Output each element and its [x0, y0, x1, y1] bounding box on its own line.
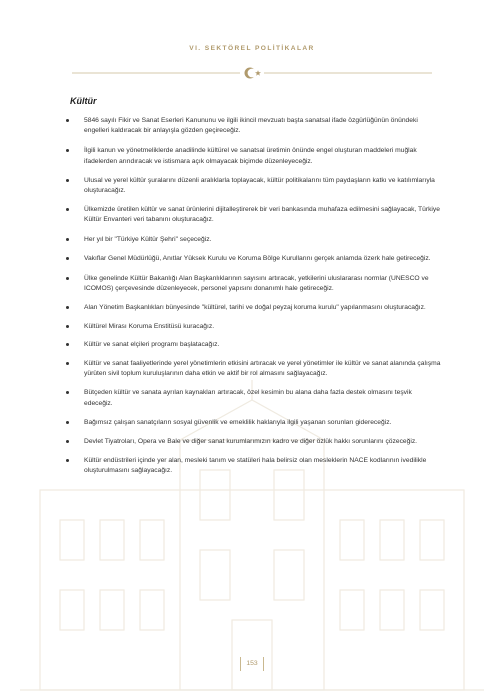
bullet-dot [66, 391, 69, 394]
bullet-dot [66, 459, 69, 462]
page-number: 153 [240, 657, 263, 671]
list-item-text: 5846 sayılı Fikir ve Sanat Eserleri Kanununu ve ilgili ikincil mevzuatı başta sanatsal ifade özgürlüğünün önündeki engelleri kaldıracak bir anlayışla gözden geçireceğiz. [84, 117, 418, 135]
bullet-dot [66, 440, 69, 443]
list-item-text: Kültür endüstrileri içinde yer alan, mesleki tanım ve statüleri hala belirsiz olan mesleklerin NACE kodlarının ivedilikle oluşturulmasını sağlayacağız. [84, 457, 427, 475]
bullet-dot [66, 277, 69, 280]
list-item [62, 303, 442, 313]
list-item-text: Ülkemizde üretilen kültür ve sanat ürünlerini dijitalleştirerek bir veri bankasında muhafaza edilmesini sağlayacak, Türkiye Kültür Envanteri veri tabanını oluşturacağız. [84, 206, 440, 224]
list-item [62, 274, 442, 294]
chapter-header: VI. SEKTÖREL POLİTİKALAR [189, 45, 315, 52]
list-item-text: Devlet Tiyatroları, Opera ve Bale ve diğer sanat kurumlarımızın kadro ve diğer özlük hakkı sorunlarını çözeceğiz. [84, 438, 418, 446]
header-divider [72, 66, 432, 80]
list-item [62, 340, 442, 350]
list-item-text: Kültür ve sanat faaliyetlerinde yerel yönetimlerin etkisini artıracak ve yerel yönetimler ile kültür ve sanat alanında çalışma yürüten sivil toplum kuruluşlarının daha etkin ve aktif bir rol almasını sağlayacağız. [84, 360, 441, 378]
bullet-dot [66, 208, 69, 211]
bullet-dot [66, 421, 69, 424]
crescent-star-icon [245, 68, 262, 79]
page-footer [0, 652, 504, 666]
list-item-text: Bağımsız çalışan sanatçıların sosyal güvenlik ve emeklilik haklarıyla ilgili yaşanan sorunları gidereceğiz. [84, 418, 392, 426]
list-item-text: Kültürel Mirası Koruma Enstitüsü kuracağız. [84, 322, 215, 330]
list-item [62, 235, 442, 245]
bullet-dot [66, 238, 69, 241]
list-item-text: Ulusal ve yerel kültür şuralarını düzenli aralıklarla toplayacak, kültür politikalarını tüm paydaşların katkı ve katılımlarıyla oluşturacağız. [84, 176, 435, 195]
bullet-dot [66, 257, 69, 260]
list-item [62, 456, 442, 476]
bullet-dot [66, 149, 69, 152]
list-item-text: Alan Yönetim Başkanlıkları bünyesinde "kültürel, tarihi ve doğal peyzaj koruma kurulu" yapılanmasını oluşturacağız. [84, 304, 426, 312]
list-item-text: İlgili kanun ve yönetmeliklerde anadilinde kültürel ve sanatsal üretimin önünde engel oluşturan maddeleri muğlak ifadelerden arındıracak ve istismara açık olmayacak biçimde düzenleyeceğiz. [84, 147, 417, 165]
policy-list [62, 116, 442, 477]
bullet-dot [66, 306, 69, 309]
list-item [62, 388, 442, 408]
list-item-text: Ülke genelinde Kültür Bakanlığı Alan Başkanlıklarının sayısını artıracak, yetkilerini uluslararası normlar (UNESCO ve ICOMOS) çerçevesinde düzenleyecek, personel yapısını donanımlı hale getireceğiz. [84, 275, 429, 293]
list-item [62, 322, 442, 332]
bullet-dot [66, 119, 69, 122]
bullet-dot [66, 343, 69, 346]
bullet-dot [66, 362, 69, 365]
list-item-text: Kültür ve sanat elçileri programı başlatacağız. [84, 340, 220, 348]
bullet-dot [66, 325, 69, 328]
list-item [62, 254, 442, 264]
section-title: Kültür [70, 96, 97, 106]
bullet-dot [66, 179, 69, 182]
list-item [62, 418, 442, 428]
list-item [62, 205, 442, 225]
list-item [62, 359, 442, 379]
list-item [62, 437, 442, 447]
list-item [62, 176, 442, 196]
list-item [62, 146, 442, 166]
list-item [62, 116, 442, 136]
list-item-text: Bütçeden kültür ve sanata ayrılan kaynakları artıracak, özel kesimin bu alana daha fazla destek olmasını teşvik edeceğiz. [84, 389, 412, 407]
list-item-text: Vakıflar Genel Müdürlüğü, Anıtlar Yüksek Kurulu ve Koruma Bölge Kurullarını gerçek anlamda özerk hale getireceğiz. [84, 254, 431, 262]
list-item-text: Her yıl bir "Türkiye Kültür Şehri" seçeceğiz. [84, 235, 212, 243]
